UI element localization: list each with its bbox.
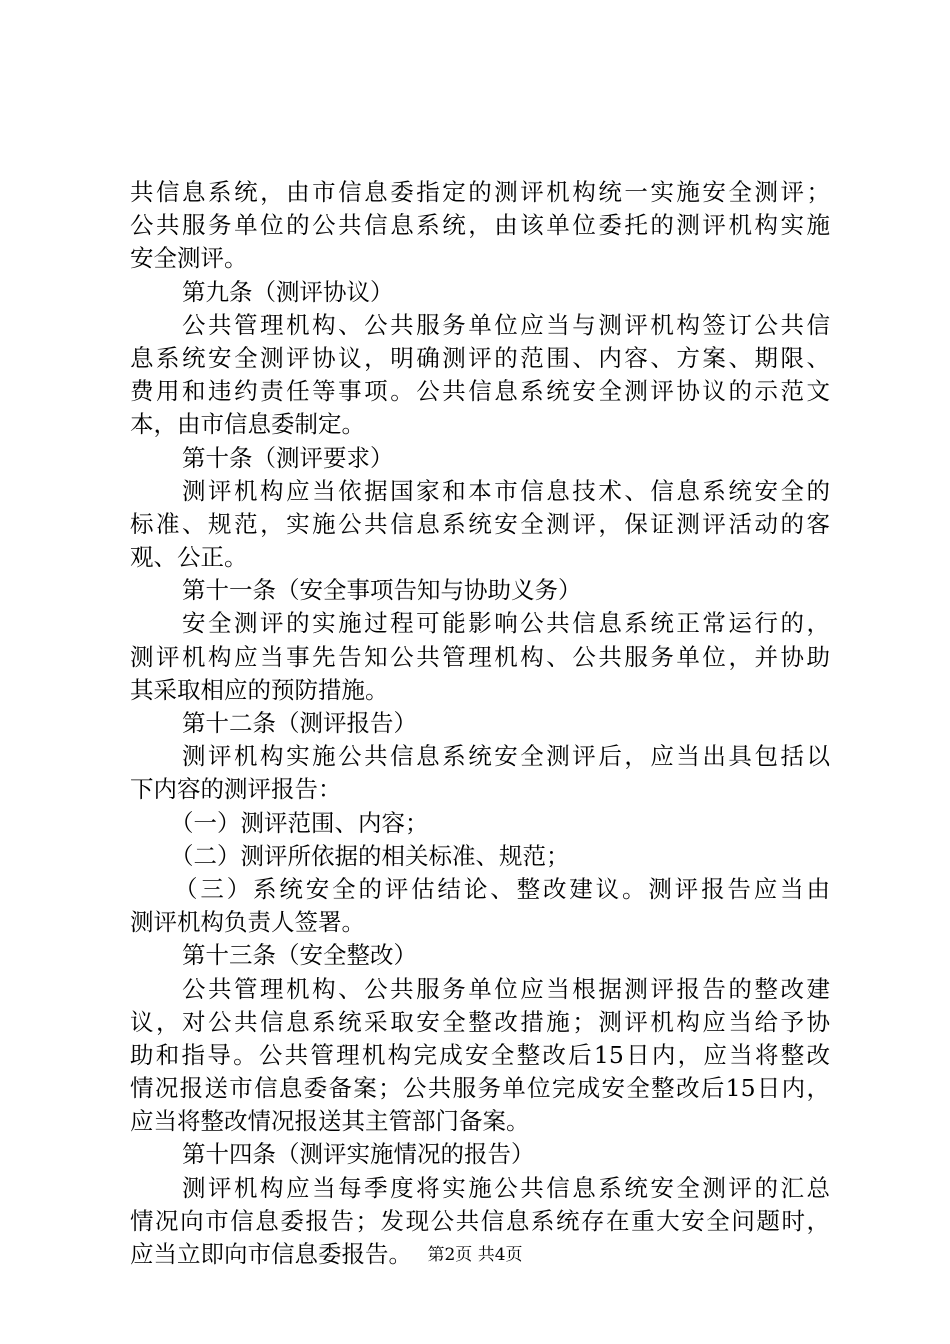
- article-heading: 第十条（测评要求）: [182, 443, 394, 472]
- list-item: （二）测评所依据的相关标准、规范；: [170, 841, 570, 870]
- article-heading: 第十二条（测评报告）: [182, 709, 417, 737]
- list-item: （一）测评范围、内容；: [170, 808, 429, 837]
- body-line: 安全测评。: [130, 244, 248, 273]
- article-heading: 第十三条（安全整改）: [182, 941, 417, 970]
- body-line: 安全测评的实施过程可能影响公共信息系统正常运行的，: [182, 609, 830, 638]
- body-line: 观、公正。: [130, 543, 248, 572]
- body-line: 费用和违约责任等事项。公共信息系统安全测评协议的示范文: [130, 377, 830, 406]
- body-line: 应当立即向市信息委报告。: [130, 1240, 412, 1268]
- page-footer: 第2页 共4页: [427, 1245, 523, 1265]
- body-line: 应当将整改情况报送其主管部门备案。: [130, 1107, 530, 1136]
- body-line: 下内容的测评报告：: [130, 775, 342, 804]
- article-heading: 第十四条（测评实施情况的报告）: [182, 1140, 535, 1169]
- body-line: 公共管理机构、公共服务单位应当根据测评报告的整改建: [182, 974, 830, 1003]
- body-line: 情况向市信息委报告；发现公共信息系统存在重大安全问题时，: [130, 1206, 830, 1235]
- body-line: 测评机构应当事先告知公共管理机构、公共服务单位，并协助: [130, 642, 830, 671]
- body-line: 议，对公共信息系统采取安全整改措施；测评机构应当给予协: [130, 1007, 830, 1036]
- body-line: 息系统安全测评协议，明确测评的范围、内容、方案、期限、: [130, 343, 830, 372]
- body-line: 公共管理机构、公共服务单位应当与测评机构签订公共信: [182, 310, 830, 339]
- body-line: 测评机构应当每季度将实施公共信息系统安全测评的汇总: [182, 1173, 830, 1202]
- body-line: 测评机构应当依据国家和本市信息技术、信息系统安全的: [182, 476, 830, 505]
- body-line: 情况报送市信息委备案；公共服务单位完成安全整改后15日内，: [130, 1074, 830, 1103]
- body-line: 助和指导。公共管理机构完成安全整改后15日内，应当将整改: [130, 1040, 830, 1069]
- body-line: 标准、规范，实施公共信息系统安全测评，保证测评活动的客: [130, 509, 830, 538]
- article-heading: 第十一条（安全事项告知与协助义务）: [182, 576, 582, 605]
- document-body: [130, 176, 830, 1271]
- body-line: 公共服务单位的公共信息系统，由该单位委托的测评机构实施: [130, 211, 830, 240]
- body-line: 测评机构负责人签署。: [130, 908, 365, 937]
- article-heading: 第九条（测评协议）: [182, 277, 394, 306]
- body-line: 共信息系统，由市信息委指定的测评机构统一实施安全测评；: [130, 178, 830, 206]
- body-line: 其采取相应的预防措施。: [130, 675, 389, 704]
- body-line: 测评机构实施公共信息系统安全测评后，应当出具包括以: [182, 742, 830, 771]
- list-item: （三）系统安全的评估结论、整改建议。测评报告应当由: [174, 874, 830, 903]
- body-line: 本，由市信息委制定。: [130, 410, 365, 439]
